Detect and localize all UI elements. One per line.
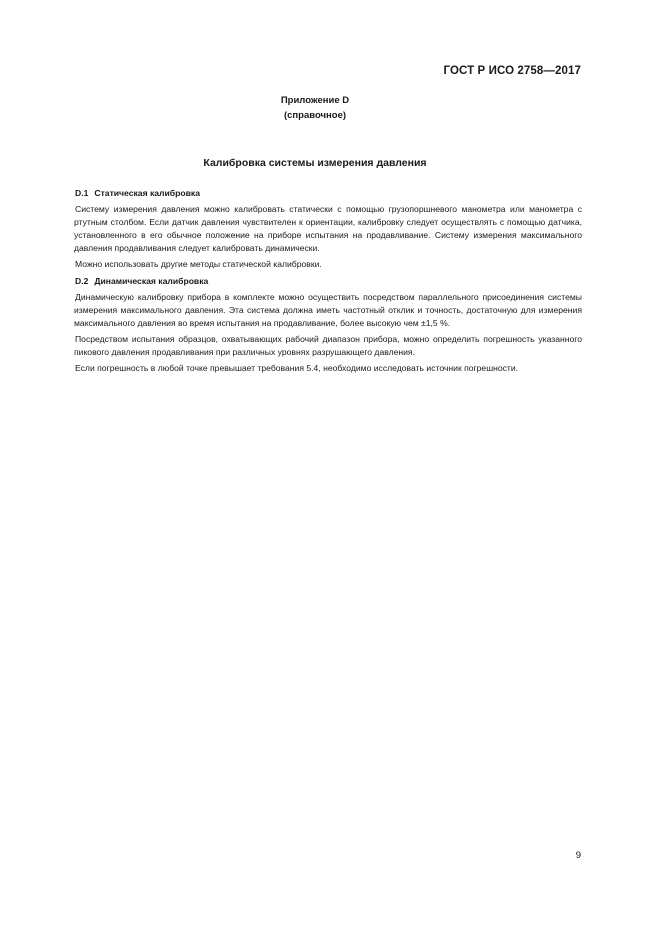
section-heading-text: Динамическая калибровка bbox=[94, 276, 209, 287]
section-number: D.2 bbox=[75, 276, 89, 287]
appendix-title: Приложение D bbox=[280, 95, 350, 106]
paragraph: Систему измерения давления можно калибровать статически с помощью грузопоршневого манометра или манометра с ртутным столбом. Если датчик давления чувствителен к ориентации, калибровку следует осуществлять с помощью датчика, установленного в его обычное положение на приборе испытания на продавливание. Систему измерения максимального давления продавливания следует калибровать динамически. bbox=[74, 203, 582, 253]
paragraph: Можно использовать другие методы статической калибровки. bbox=[75, 258, 322, 269]
paragraph: Посредством испытания образцов, охватывающих рабочий диапазон прибора, можно определить погрешность указанного пикового давления продавливания при различных уровнях разрушающего давления. bbox=[74, 334, 582, 357]
section-heading-d2 bbox=[74, 275, 582, 288]
section-number: D.1 bbox=[75, 188, 89, 198]
main-title: Калибровка системы измерения давления bbox=[203, 157, 427, 169]
appendix-subtitle: (справочное) bbox=[283, 110, 347, 121]
body-text bbox=[74, 187, 582, 375]
section-heading-text: Статическая калибровка bbox=[94, 188, 200, 198]
document-code-header: ГОСТ Р ИСО 2758—2017 bbox=[443, 65, 581, 77]
page-number: 9 bbox=[575, 850, 581, 861]
paragraph: Если погрешность в любой точке превышает требования 5.4, необходимо исследовать источник погрешности. bbox=[75, 362, 519, 373]
section-heading-d1 bbox=[74, 187, 582, 200]
paragraph: Динамическую калибровку прибора в комплекте можно осуществить посредством параллельного присоединения системы измерения максимального давления. Эта система должна иметь частотный отклик и точность, достаточную для измерения максимального давления во время испытания на продавливание, более высокую чем ±1,5 %. bbox=[74, 292, 582, 329]
